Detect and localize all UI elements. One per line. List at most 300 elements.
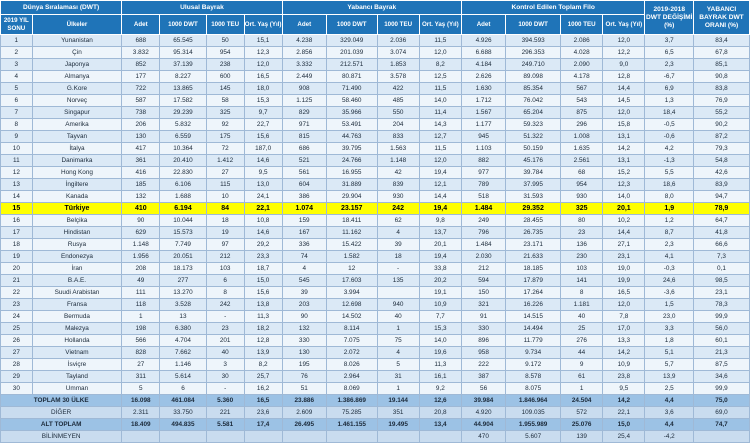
cell-country: Amerika [32, 119, 122, 131]
cell-nat-age: 14,6 [244, 155, 282, 167]
cell-foreign-ratio: 74,7 [693, 419, 749, 431]
cell-for-age: 7,7 [419, 311, 461, 323]
cell-nat-count: 16.098 [122, 395, 160, 407]
cell-dwt-change: 3,7 [645, 35, 694, 47]
cell-country: B.A.E. [32, 275, 122, 287]
cell-for-dwt: 16.955 [326, 167, 377, 179]
cell-ctl-dwt: 296.353 [506, 47, 561, 59]
subheader-nat-dwt: 1000 DWT [160, 15, 206, 35]
cell-dwt-change: 5,1 [645, 347, 694, 359]
cell-dwt-change: 6,5 [645, 47, 694, 59]
cell-nat-dwt: 29.239 [160, 107, 206, 119]
subheader-nat-age: Ort. Yaş (Yıl) [244, 15, 282, 35]
cell-foreign-ratio: 54,8 [693, 155, 749, 167]
cell-dwt-change: 3,6 [645, 407, 694, 419]
cell-rank: 7 [1, 107, 33, 119]
cell-for-dwt: 7.075 [326, 335, 377, 347]
cell-ctl-dwt: 76.042 [506, 95, 561, 107]
cell-for-dwt: 80.871 [326, 71, 377, 83]
cell-nat-teu: - [206, 311, 244, 323]
cell-ctl-teu: 567 [561, 83, 603, 95]
cell-for-dwt [326, 431, 377, 443]
cell-ctl-age: 12,3 [603, 179, 645, 191]
cell-rank: 23 [1, 299, 33, 311]
cell-nat-teu: 954 [206, 47, 244, 59]
cell-for-dwt: 23.157 [326, 203, 377, 215]
cell-for-age: 20,1 [419, 239, 461, 251]
cell-nat-count: 18.409 [122, 419, 160, 431]
cell-for-teu: 204 [377, 119, 419, 131]
cell-nat-age: 8,2 [244, 359, 282, 371]
table-row [1, 215, 750, 227]
cell-ctl-teu: 2.561 [561, 155, 603, 167]
cell-ctl-count: 1.630 [461, 83, 505, 95]
cell-foreign-ratio: 83,4 [693, 35, 749, 47]
header-foreign-flag: Yabancı Bayrak [282, 1, 461, 15]
cell-country: Malezya [32, 323, 122, 335]
cell-nat-count [122, 431, 160, 443]
cell-ctl-age: 13,1 [603, 155, 645, 167]
header-world-ranking: Dünya Sıralaması (DWT) [1, 1, 122, 15]
cell-for-teu: 940 [377, 299, 419, 311]
cell-for-teu: 42 [377, 167, 419, 179]
cell-ctl-teu: 80 [561, 215, 603, 227]
cell-nat-count: 688 [122, 35, 160, 47]
cell-nat-teu: 92 [206, 119, 244, 131]
cell-ctl-age: 15,2 [603, 167, 645, 179]
table-row [1, 167, 750, 179]
table-row [1, 119, 750, 131]
cell-for-dwt: 53.491 [326, 119, 377, 131]
header-countries: Ülkeler [32, 15, 122, 35]
cell-rank: 26 [1, 335, 33, 347]
cell-nat-dwt: 13.865 [160, 83, 206, 95]
cell-for-count: 74 [282, 251, 326, 263]
cell-country: G.Kore [32, 83, 122, 95]
cell-foreign-ratio: 78,9 [693, 203, 749, 215]
table-row [1, 131, 750, 143]
cell-nat-teu: 175 [206, 131, 244, 143]
cell-for-age: 14,0 [419, 335, 461, 347]
cell-ctl-dwt: 1.846.964 [506, 395, 561, 407]
cell-for-age: 10,9 [419, 299, 461, 311]
cell-ctl-teu: 296 [561, 119, 603, 131]
cell-nat-age: 18,0 [244, 83, 282, 95]
cell-foreign-ratio: 64,7 [693, 215, 749, 227]
cell-nat-teu: 115 [206, 179, 244, 191]
cell-for-count: 561 [282, 167, 326, 179]
cell-rank: 30 [1, 383, 33, 395]
cell-nat-dwt: 13 [160, 311, 206, 323]
cell-for-age: 19,6 [419, 347, 461, 359]
table-row [1, 239, 750, 251]
cell-for-age: 12,6 [419, 395, 461, 407]
cell-nat-count: 198 [122, 323, 160, 335]
cell-for-teu: 485 [377, 95, 419, 107]
cell-ctl-count: 789 [461, 179, 505, 191]
cell-for-teu: 1 [377, 383, 419, 395]
cell-nat-count: 206 [122, 119, 160, 131]
cell-rank: 16 [1, 215, 33, 227]
cell-dwt-change: -4,2 [645, 431, 694, 443]
cell-nat-count: 566 [122, 335, 160, 347]
cell-nat-count: 27 [122, 359, 160, 371]
cell-nat-age: 9,5 [244, 167, 282, 179]
cell-for-dwt: 29.904 [326, 191, 377, 203]
cell-nat-dwt: 6.106 [160, 179, 206, 191]
cell-ctl-dwt: 11.779 [506, 335, 561, 347]
cell-ctl-dwt: 26.735 [506, 227, 561, 239]
cell-ctl-age: 25,4 [603, 431, 645, 443]
cell-ctl-dwt: 18.185 [506, 263, 561, 275]
cell-nat-age: 23,3 [244, 251, 282, 263]
cell-dwt-change: -3,6 [645, 287, 694, 299]
cell-nat-teu: 242 [206, 299, 244, 311]
cell-nat-teu: 97 [206, 239, 244, 251]
cell-for-age: 11,5 [419, 35, 461, 47]
cell-nat-dwt: 20.051 [160, 251, 206, 263]
cell-rank: 4 [1, 71, 33, 83]
cell-nat-age: 24,1 [244, 191, 282, 203]
cell-ctl-age: 17,0 [603, 323, 645, 335]
cell-rank: 24 [1, 311, 33, 323]
cell-nat-age: 22,1 [244, 203, 282, 215]
cell-nat-teu: 19 [206, 227, 244, 239]
subheader-ctl-age: Ort. Yaş (Yıl) [603, 15, 645, 35]
cell-for-dwt: 71.490 [326, 83, 377, 95]
cell-ctl-age: 14,2 [603, 143, 645, 155]
cell-for-age: 19,4 [419, 203, 461, 215]
cell-nat-age: 15,6 [244, 131, 282, 143]
cell-ctl-dwt: 45.176 [506, 155, 561, 167]
cell-country: Suudi Arabistan [32, 287, 122, 299]
cell-for-dwt: 3.994 [326, 287, 377, 299]
cell-country: Endonezya [32, 251, 122, 263]
cell-for-count: 829 [282, 107, 326, 119]
cell-foreign-ratio: 34,6 [693, 371, 749, 383]
cell-dwt-change: -0,5 [645, 119, 694, 131]
cell-ctl-count: 958 [461, 347, 505, 359]
cell-nat-count: 118 [122, 299, 160, 311]
cell-nat-teu: 325 [206, 107, 244, 119]
cell-for-teu: 40 [377, 311, 419, 323]
cell-ctl-dwt: 85.354 [506, 83, 561, 95]
table-row [1, 35, 750, 47]
cell-nat-age: 187,0 [244, 143, 282, 155]
cell-ctl-age: 10,2 [603, 215, 645, 227]
cell-nat-age: 17,4 [244, 419, 282, 431]
cell-ctl-count: 518 [461, 191, 505, 203]
cell-nat-dwt: 494.835 [160, 419, 206, 431]
cell-for-age: 19,4 [419, 167, 461, 179]
cell-nat-count: 5 [122, 383, 160, 395]
cell-dwt-change: 2,3 [645, 239, 694, 251]
cell-for-teu: 2.036 [377, 35, 419, 47]
cell-dwt-change: -1,3 [645, 155, 694, 167]
cell-foreign-ratio: 55,2 [693, 107, 749, 119]
subheader-for-dwt: 1000 DWT [326, 15, 377, 35]
cell-ctl-age: 14,2 [603, 347, 645, 359]
table-row [1, 83, 750, 95]
cell-foreign-ratio: 23,1 [693, 287, 749, 299]
cell-ctl-count: 6.688 [461, 47, 505, 59]
cell-ctl-age: 13,3 [603, 335, 645, 347]
cell-ctl-teu: 1.008 [561, 131, 603, 143]
cell-for-dwt: 8.069 [326, 383, 377, 395]
cell-nat-dwt: 461.084 [160, 395, 206, 407]
cell-ctl-count: 594 [461, 275, 505, 287]
cell-for-count: 2.856 [282, 47, 326, 59]
cell-for-dwt: 12 [326, 263, 377, 275]
cell-nat-teu [206, 431, 244, 443]
cell-ctl-count: 977 [461, 167, 505, 179]
footer-row-total [1, 395, 750, 407]
cell-nat-count: 311 [122, 371, 160, 383]
cell-foreign-ratio: 79,3 [693, 143, 749, 155]
cell-for-age: 11,3 [419, 359, 461, 371]
cell-ctl-count: 222 [461, 359, 505, 371]
cell-rank: 2 [1, 47, 33, 59]
cell-for-count: 2.449 [282, 71, 326, 83]
cell-ctl-count: 387 [461, 371, 505, 383]
cell-for-age: 19,1 [419, 287, 461, 299]
cell-nat-age: 15,1 [244, 35, 282, 47]
subheader-nat-count: Adet [122, 15, 160, 35]
cell-country: Hindistan [32, 227, 122, 239]
cell-nat-teu: 18 [206, 215, 244, 227]
cell-for-age: 16,1 [419, 371, 461, 383]
cell-for-age: 19,4 [419, 251, 461, 263]
cell-for-age: 20,2 [419, 275, 461, 287]
cell-for-teu: 31 [377, 371, 419, 383]
cell-nat-teu: 72 [206, 143, 244, 155]
cell-for-count: 4 [282, 263, 326, 275]
cell-nat-age: 23,6 [244, 407, 282, 419]
cell-foreign-ratio: 76,9 [693, 95, 749, 107]
cell-for-count: 604 [282, 179, 326, 191]
cell-ctl-teu: 1.181 [561, 299, 603, 311]
cell-nat-count: 587 [122, 95, 160, 107]
cell-nat-count: 132 [122, 191, 160, 203]
cell-nat-count: 1.148 [122, 239, 160, 251]
cell-dwt-change: 18,6 [645, 179, 694, 191]
cell-foreign-ratio: 94,7 [693, 191, 749, 203]
cell-rank: 17 [1, 227, 33, 239]
table-row [1, 335, 750, 347]
cell-for-count: 4.238 [282, 35, 326, 47]
cell-nat-teu: 201 [206, 335, 244, 347]
cell-for-age: 12,1 [419, 179, 461, 191]
cell-nat-age: 12,3 [244, 47, 282, 59]
cell-ctl-dwt: 5.607 [506, 431, 561, 443]
cell-rank: 18 [1, 239, 33, 251]
cell-for-dwt: 15.422 [326, 239, 377, 251]
cell-country: Vietnam [32, 347, 122, 359]
cell-country: İsviçre [32, 359, 122, 371]
cell-for-dwt: 75.285 [326, 407, 377, 419]
cell-nat-teu: 8 [206, 287, 244, 299]
cell-for-teu: 1.853 [377, 59, 419, 71]
cell-for-count: 23.886 [282, 395, 326, 407]
cell-foreign-ratio: 60,1 [693, 335, 749, 347]
cell-ctl-dwt: 1.955.989 [506, 419, 561, 431]
cell-foreign-ratio: 99,9 [693, 311, 749, 323]
cell-rank: 9 [1, 131, 33, 143]
cell-for-teu: 62 [377, 215, 419, 227]
cell-ctl-count: 1.484 [461, 239, 505, 251]
cell-ctl-teu: 325 [561, 203, 603, 215]
cell-dwt-change: 2,5 [645, 383, 694, 395]
cell-for-count: 330 [282, 335, 326, 347]
cell-for-count: 132 [282, 323, 326, 335]
footer-row-other [1, 407, 750, 419]
cell-ctl-count: 212 [461, 263, 505, 275]
cell-for-teu: 839 [377, 179, 419, 191]
table-row [1, 287, 750, 299]
cell-nat-age: 15,6 [244, 287, 282, 299]
cell-for-dwt: 201.039 [326, 47, 377, 59]
cell-ctl-age: 9,0 [603, 59, 645, 71]
subheader-ctl-teu: 1000 TEU [561, 15, 603, 35]
cell-country: Bermuda [32, 311, 122, 323]
cell-nat-dwt [160, 431, 206, 443]
header-dwt-change: 2019-2018 DWT DEĞİŞİMİ (%) [645, 1, 694, 35]
cell-nat-teu: 3 [206, 359, 244, 371]
cell-ctl-dwt: 8.578 [506, 371, 561, 383]
cell-rank: 14 [1, 191, 33, 203]
cell-for-teu: 1 [377, 323, 419, 335]
cell-rank: 15 [1, 203, 33, 215]
cell-ctl-count: 882 [461, 155, 505, 167]
cell-ctl-count: 2.626 [461, 71, 505, 83]
cell-ctl-dwt: 39.784 [506, 167, 561, 179]
cell-nat-count: 3.832 [122, 47, 160, 59]
cell-for-count: 1.074 [282, 203, 326, 215]
cell-ctl-teu: 44 [561, 347, 603, 359]
cell-foreign-ratio: 69,0 [693, 407, 749, 419]
cell-nat-dwt: 6.559 [160, 131, 206, 143]
cell-ctl-teu: 139 [561, 431, 603, 443]
cell-nat-dwt: 65.545 [160, 35, 206, 47]
cell-foreign-ratio: 21,3 [693, 347, 749, 359]
cell-dwt-change: 24,6 [645, 275, 694, 287]
cell-nat-dwt: 5.832 [160, 119, 206, 131]
cell-ctl-teu: 1.635 [561, 143, 603, 155]
cell-for-count: 1.125 [282, 95, 326, 107]
cell-nat-count: 410 [122, 203, 160, 215]
footer-label: DİĞER [1, 407, 122, 419]
cell-nat-teu: 6 [206, 275, 244, 287]
cell-nat-dwt: 10.364 [160, 143, 206, 155]
cell-nat-teu: 40 [206, 347, 244, 359]
cell-for-count: 76 [282, 371, 326, 383]
cell-ctl-dwt: 14.515 [506, 311, 561, 323]
cell-ctl-dwt: 17.879 [506, 275, 561, 287]
cell-nat-count: 629 [122, 227, 160, 239]
cell-nat-teu: 238 [206, 59, 244, 71]
cell-foreign-ratio: 87,5 [693, 359, 749, 371]
cell-rank: 6 [1, 95, 33, 107]
cell-foreign-ratio: 41,8 [693, 227, 749, 239]
cell-nat-age: 9,7 [244, 107, 282, 119]
cell-ctl-age: 12,2 [603, 47, 645, 59]
cell-nat-dwt: 6 [160, 383, 206, 395]
cell-for-dwt: 39.795 [326, 143, 377, 155]
cell-ctl-dwt: 59.323 [506, 119, 561, 131]
cell-nat-dwt: 277 [160, 275, 206, 287]
cell-for-dwt: 11.162 [326, 227, 377, 239]
header-national-flag: Ulusal Bayrak [122, 1, 282, 15]
cell-nat-count: 1 [122, 311, 160, 323]
cell-for-teu: 1.563 [377, 143, 419, 155]
cell-nat-age: 12,0 [244, 59, 282, 71]
cell-rank: 25 [1, 323, 33, 335]
header-controlled-fleet: Kontrol Edilen Toplam Filo [461, 1, 645, 15]
header-rank-year: 2019 YIL SONU [1, 15, 33, 35]
cell-ctl-teu: 875 [561, 107, 603, 119]
cell-for-age: 13,4 [419, 419, 461, 431]
cell-ctl-age: 7,8 [603, 311, 645, 323]
cell-nat-dwt: 37.139 [160, 59, 206, 71]
cell-country: Danimarka [32, 155, 122, 167]
cell-ctl-dwt: 249.710 [506, 59, 561, 71]
cell-rank: 8 [1, 119, 33, 131]
cell-ctl-count: 56 [461, 383, 505, 395]
cell-dwt-change: -0,6 [645, 131, 694, 143]
cell-ctl-age: 14,5 [603, 95, 645, 107]
cell-nat-count: 185 [122, 179, 160, 191]
cell-for-dwt: 18.411 [326, 215, 377, 227]
cell-for-count: 2.609 [282, 407, 326, 419]
cell-nat-teu: 27 [206, 167, 244, 179]
cell-for-teu [377, 431, 419, 443]
cell-ctl-age: 20,1 [603, 203, 645, 215]
cell-nat-dwt: 4.704 [160, 335, 206, 347]
cell-for-teu [377, 287, 419, 299]
cell-country: Çin [32, 47, 122, 59]
cell-for-teu: 19.495 [377, 419, 419, 431]
cell-dwt-change: 23,0 [645, 311, 694, 323]
cell-for-count: 908 [282, 83, 326, 95]
cell-ctl-count: 1.177 [461, 119, 505, 131]
cell-ctl-age: 23,1 [603, 251, 645, 263]
cell-for-dwt: 58.460 [326, 95, 377, 107]
cell-for-age: 20,8 [419, 407, 461, 419]
cell-nat-teu: 103 [206, 263, 244, 275]
cell-nat-age: 22,7 [244, 119, 282, 131]
cell-for-age: 12,0 [419, 155, 461, 167]
cell-dwt-change: 6,9 [645, 83, 694, 95]
cell-nat-dwt: 3.528 [160, 299, 206, 311]
cell-ctl-age: 23,8 [603, 371, 645, 383]
cell-nat-age: 13,0 [244, 179, 282, 191]
footer-label: ALT TOPLAM [1, 419, 122, 431]
cell-dwt-change: -0,3 [645, 263, 694, 275]
cell-nat-dwt: 13.270 [160, 287, 206, 299]
cell-dwt-change: 1,3 [645, 95, 694, 107]
cell-country: Türkiye [32, 203, 122, 215]
cell-ctl-count: 1.712 [461, 95, 505, 107]
cell-nat-age: 14,6 [244, 227, 282, 239]
cell-ctl-count: 4.184 [461, 59, 505, 71]
cell-ctl-teu: 25 [561, 323, 603, 335]
table-row [1, 251, 750, 263]
cell-for-count: 971 [282, 119, 326, 131]
cell-for-dwt: 2.964 [326, 371, 377, 383]
cell-nat-dwt: 17.582 [160, 95, 206, 107]
table-row [1, 359, 750, 371]
cell-for-teu: 39 [377, 239, 419, 251]
